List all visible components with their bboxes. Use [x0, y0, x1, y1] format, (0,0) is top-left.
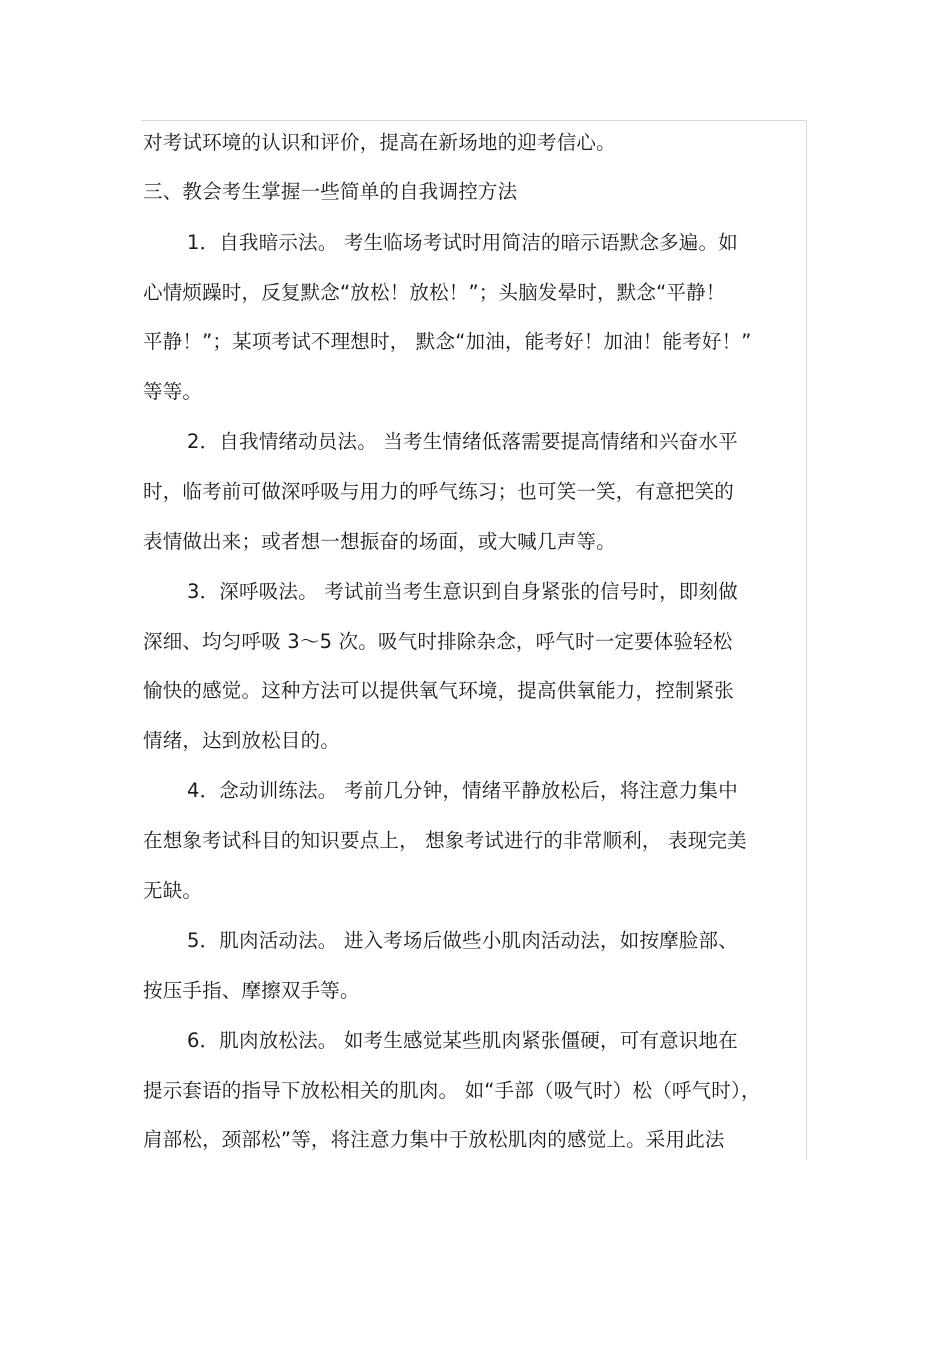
text-line: 无缺。 [143, 879, 203, 902]
text-line: 时，临考前可做深呼吸与用力的呼气练习；也可笑一笑，有意把笑的 [143, 480, 735, 503]
text-line: 3．深呼吸法。 考试前当考生意识到自身紧张的信号时，即刻做 [187, 580, 738, 603]
text-line: 提示套语的指导下放松相关的肌肉。 如“手部（吸气时）松（呼气时）， [143, 1079, 761, 1102]
text-line: 愉快的感觉。这种方法可以提供氧气环境，提高供氧能力，控制紧张 [143, 679, 735, 702]
text-line: 按压手指、摩擦双手等。 [143, 979, 360, 1002]
text-line: 情绪，达到放松目的。 [143, 729, 341, 752]
text-line: 5．肌肉活动法。 进入考场后做些小肌肉活动法，如按摩脸部、 [187, 929, 738, 952]
text-line: 心情烦躁时，反复默念“放松！放松！”；头脑发晕时，默念“平静！ [143, 281, 726, 304]
section-heading: 三、教会考生掌握一些简单的自我调控方法 [143, 180, 518, 203]
text-line: 平静！”；某项考试不理想时， 默念“加油，能考好！加油！能考好！” [143, 330, 752, 353]
text-line: 2．自我情绪动员法。 当考生情绪低落需要提高情绪和兴奋水平 [187, 430, 738, 453]
text-line: 等等。 [143, 380, 203, 403]
text-line: 4．念动训练法。 考前几分钟，情绪平静放松后，将注意力集中 [187, 779, 738, 802]
text-line: 肩部松，颈部松”等，将注意力集中于放松肌肉的感觉上。采用此法 [143, 1128, 725, 1151]
text-line: 6．肌肉放松法。 如考生感觉某些肌肉紧张僵硬，可有意识地在 [187, 1029, 738, 1052]
text-line: 1．自我暗示法。 考生临场考试时用简洁的暗示语默念多遍。如 [187, 231, 738, 254]
text-line: 在想象考试科目的知识要点上， 想象考试进行的非常顺利， 表现完美 [143, 829, 747, 852]
text-line: 深细、均匀呼吸 3～5 次。吸气时排除杂念，呼气时一定要体验轻松 [143, 630, 733, 653]
text-line: 对考试环境的认识和评价，提高在新场地的迎考信心。 [143, 131, 616, 154]
text-line: 表情做出来；或者想一想振奋的场面，或大喊几声等。 [143, 530, 616, 553]
